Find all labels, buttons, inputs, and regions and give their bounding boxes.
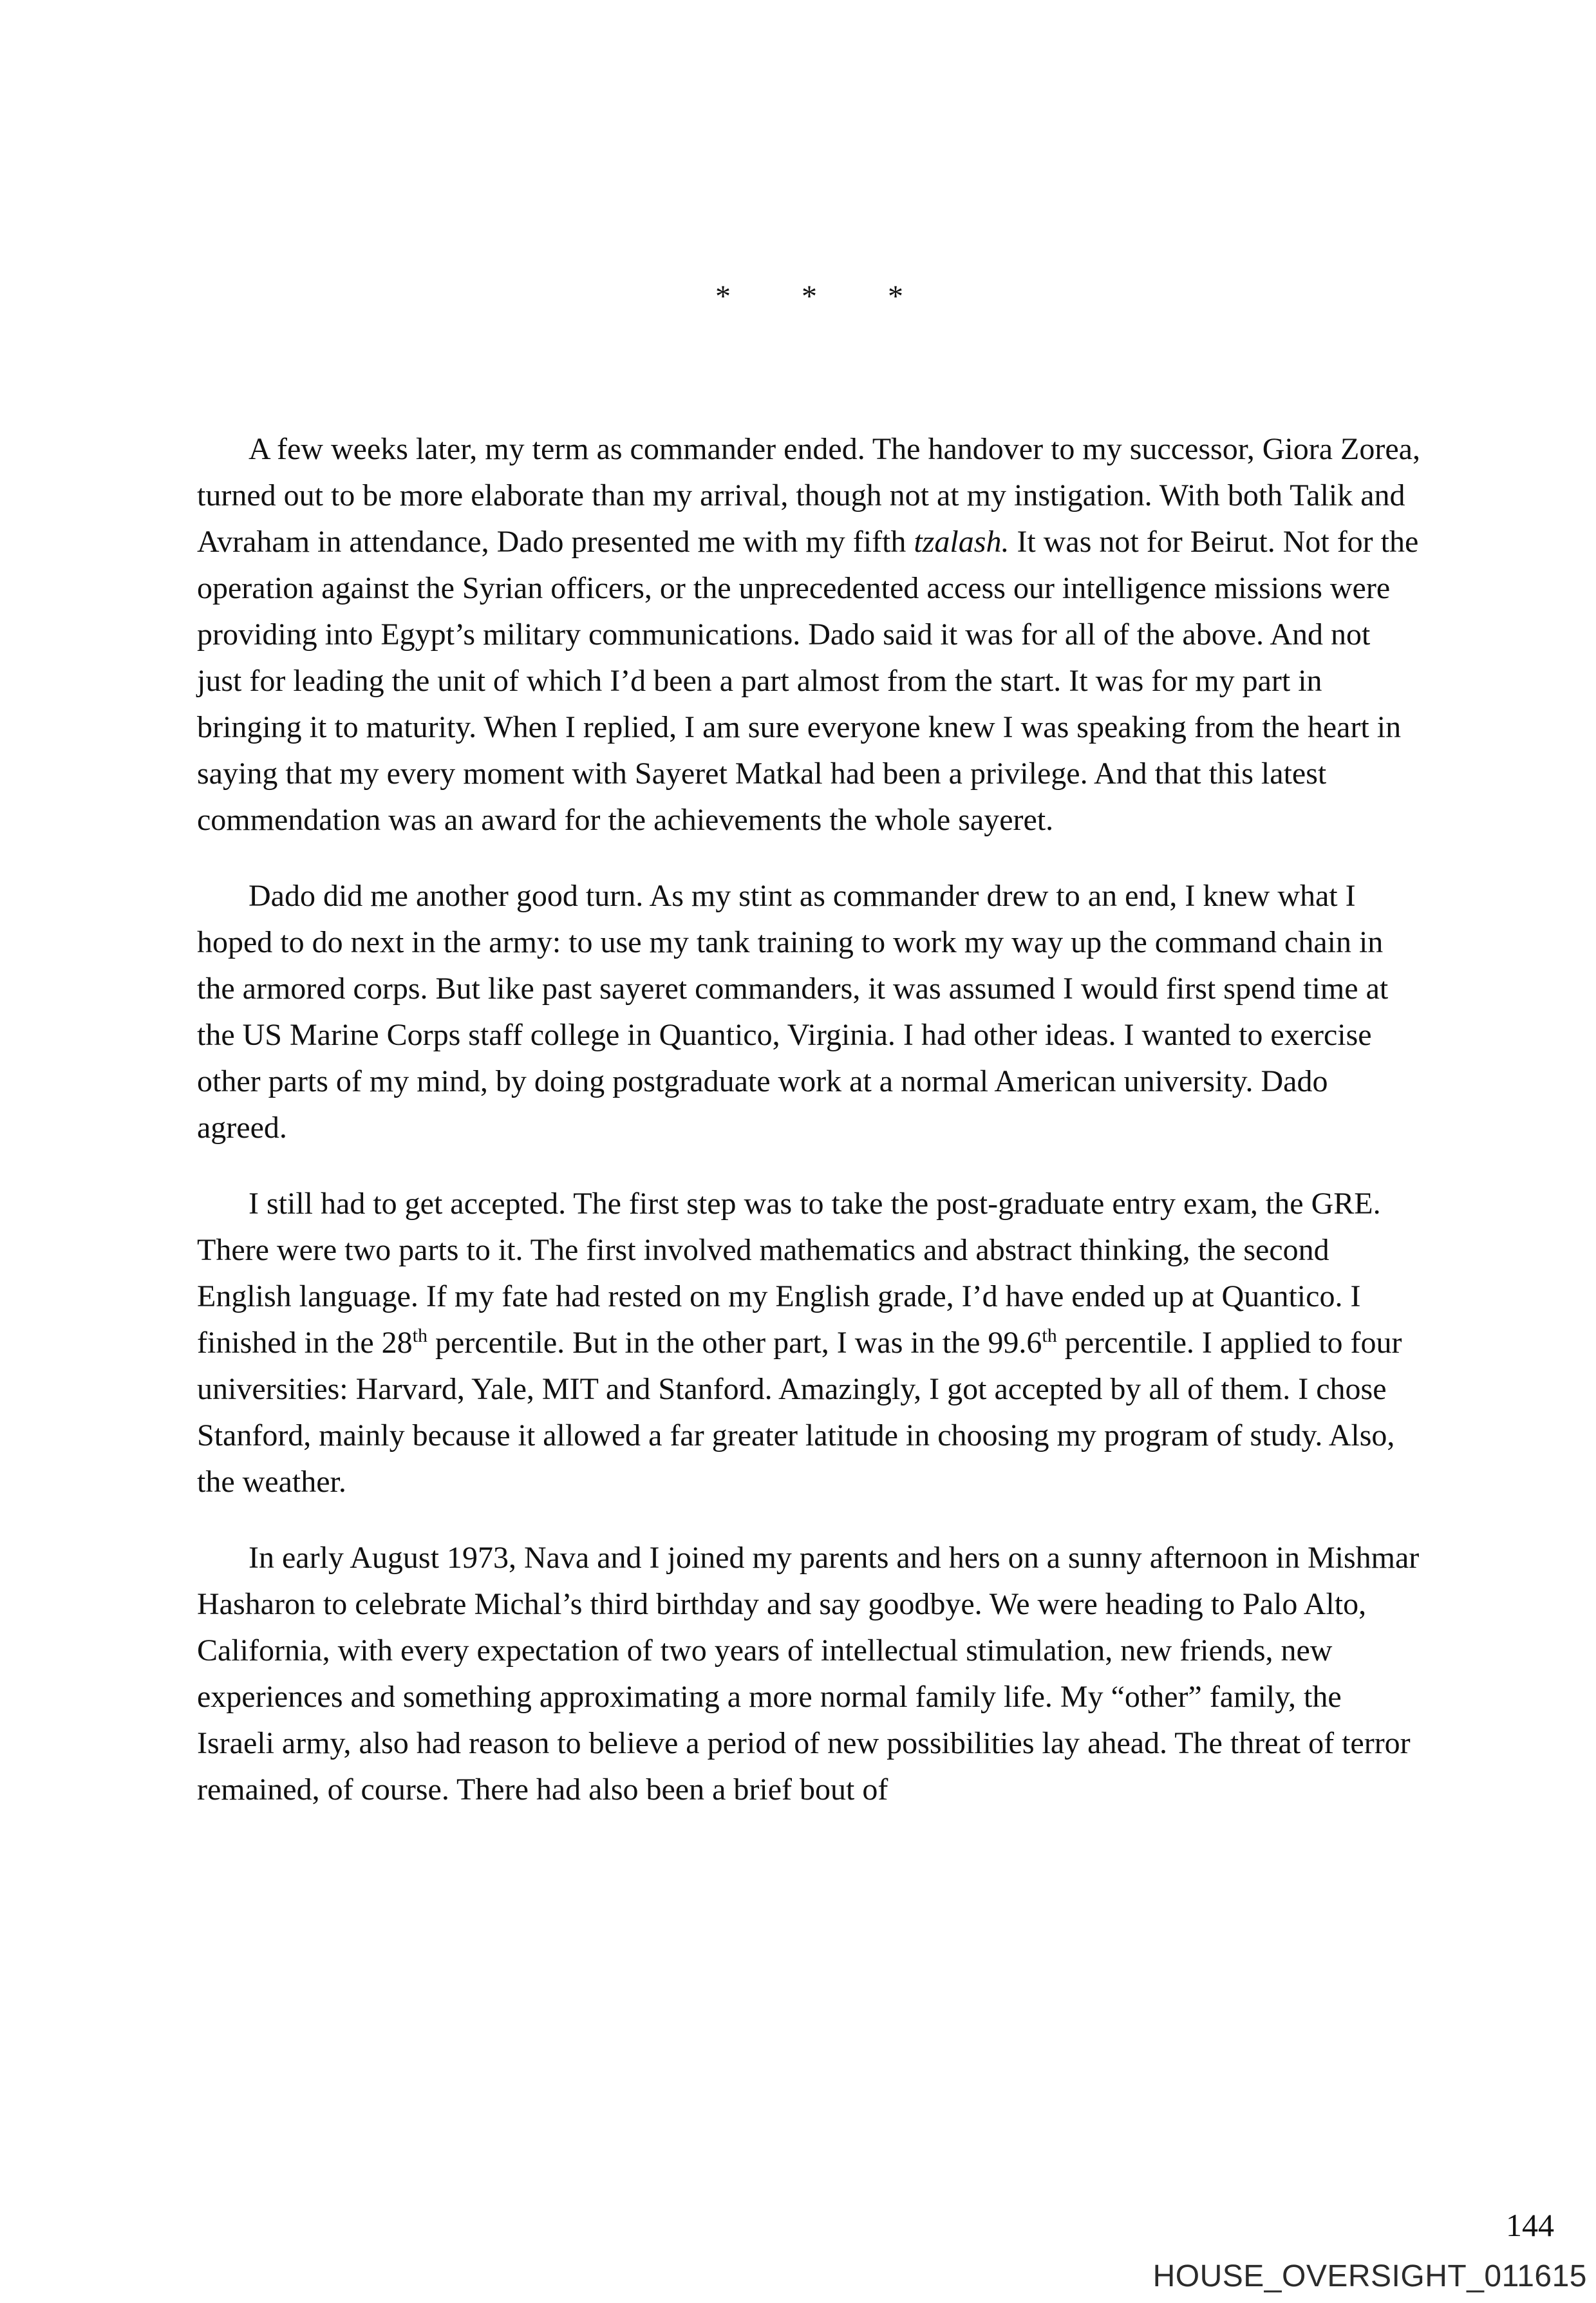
paragraphs [197,426,1420,1813]
paragraph [197,426,1420,843]
page-number: 144 [1506,2207,1554,2243]
section-break [197,274,1422,320]
paragraph [197,873,1420,1151]
text-segment: I still had to get accepted. The first step was to take the post-graduate entry exam, the GRE. There were two parts to it. The first involved mathematics and abstract thinking, the second English language. If my fate had rested on my English grade, I’d have ended up at Quantico. I finished in the 28 [197,1187,1381,1360]
italic-text-segment: tzalash. [914,525,1009,559]
paragraph [197,1535,1420,1813]
superscript-segment: th [412,1325,427,1346]
text-segment: percentile. But in the other part, I was in the 99.6 [427,1326,1042,1360]
section-break-asterisks: * * * [715,279,904,314]
text-segment: percentile. I applied to four universities: Harvard, Yale, MIT and Stanford. Amazingly, I got accepted by all of them. I chose Stanford, mainly because it allowed a far greater latitude in choosing my program of study. Also, the weather. [197,1326,1402,1499]
text-segment: It was not for Beirut. Not for the operation against the Syrian officers, or the unprecedented access our intelligence missions were providing into Egypt’s military communications. Dado said it was for all of the above. And not just for leading the unit of which I’d been a part almost from the start. It was for my part in bringing it to maturity. When I replied, I am sure everyone knew I was speaking from the heart in saying that my every moment with Sayeret Matkal had been a privilege. And that this latest commendation was an award for the achievements the whole sayeret. [197,525,1419,837]
bates-stamp: HOUSE_OVERSIGHT_011615 [1152,2259,1587,2293]
paragraph [197,1181,1420,1505]
superscript-segment: th [1042,1325,1057,1346]
text-segment: A few weeks later, my term as commander ended. The handover to my successor, Giora Zorea, turned out to be more elaborate than my arrival, though not at my instigation. With both Talik and Avraham in attendance, Dado presented me with my fifth [197,432,1420,559]
text-segment: Dado did me another good turn. As my stint as commander drew to an end, I knew what I hoped to do next in the army: to use my tank training to work my way up the command chain in the armored corps. But like past sayeret commanders, it was assumed I would first spend time at the US Marine Corps staff college in Quantico, Virginia. I had other ideas. I wanted to exercise other parts of my mind, by doing postgraduate work at a normal American university. Dado agreed. [197,879,1389,1145]
text-segment: In early August 1973, Nava and I joined my parents and hers on a sunny afternoon in Mishmar Hasharon to celebrate Michal’s third birthday and say goodbye. We were heading to Palo Alto, California, with every expectation of two years of intellectual stimulation, new friends, new experiences and something approximating a more normal family life. My “other” family, the Israeli army, also had reason to believe a period of new possibilities lay ahead. The threat of terror remained, of course. There had also been a brief bout of [197,1541,1420,1807]
